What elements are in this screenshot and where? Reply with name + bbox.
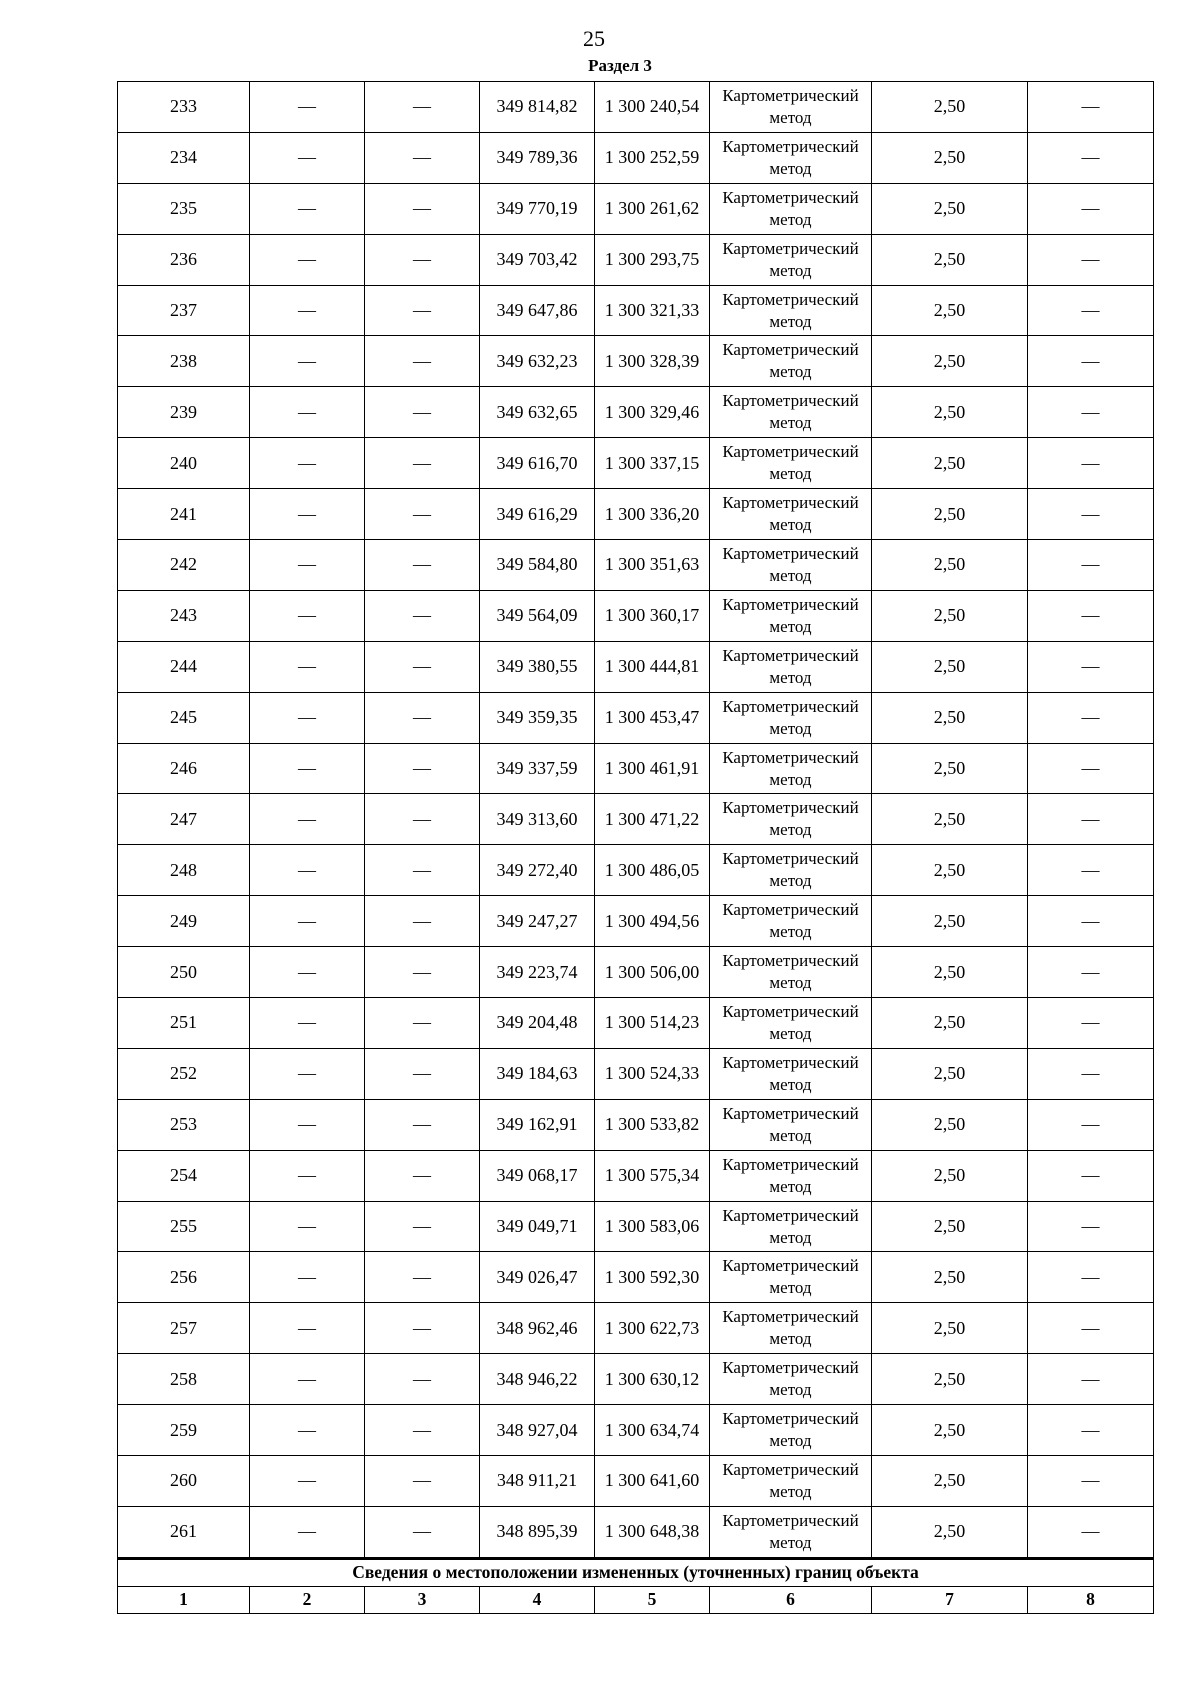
empty-dash-cell: — <box>250 743 365 794</box>
coord-x-cell: 349 313,60 <box>480 794 595 845</box>
empty-dash-cell: — <box>1028 336 1154 387</box>
coord-x-cell: 349 184,63 <box>480 1048 595 1099</box>
coord-y-cell: 1 300 453,47 <box>595 692 710 743</box>
coord-y-cell: 1 300 471,22 <box>595 794 710 845</box>
empty-dash-cell: — <box>365 1150 480 1201</box>
table-row <box>118 438 1154 489</box>
coord-x-cell: 349 703,42 <box>480 234 595 285</box>
empty-dash-cell: — <box>1028 1252 1154 1303</box>
empty-dash-cell: — <box>365 1252 480 1303</box>
empty-dash-cell: — <box>1028 947 1154 998</box>
column-number: 7 <box>872 1586 1028 1613</box>
table-row <box>118 590 1154 641</box>
point-number-cell: 247 <box>118 794 250 845</box>
method-cell: Картометрический метод <box>710 1303 872 1354</box>
empty-dash-cell: — <box>1028 845 1154 896</box>
point-number-cell: 245 <box>118 692 250 743</box>
coord-x-cell: 349 770,19 <box>480 183 595 234</box>
caption-row <box>118 1558 1154 1586</box>
coord-y-cell: 1 300 641,60 <box>595 1456 710 1507</box>
coord-y-cell: 1 300 514,23 <box>595 998 710 1049</box>
accuracy-cell: 2,50 <box>872 947 1028 998</box>
point-number-cell: 251 <box>118 998 250 1049</box>
empty-dash-cell: — <box>250 947 365 998</box>
accuracy-cell: 2,50 <box>872 285 1028 336</box>
point-number-cell: 254 <box>118 1150 250 1201</box>
method-cell: Картометрический метод <box>710 1099 872 1150</box>
point-number-cell: 258 <box>118 1354 250 1405</box>
table-row <box>118 1150 1154 1201</box>
accuracy-cell: 2,50 <box>872 1303 1028 1354</box>
section-title: Раздел 3 <box>588 56 652 75</box>
empty-dash-cell: — <box>250 540 365 591</box>
accuracy-cell: 2,50 <box>872 1150 1028 1201</box>
accuracy-cell: 2,50 <box>872 387 1028 438</box>
accuracy-cell: 2,50 <box>872 1201 1028 1252</box>
method-cell: Картометрический метод <box>710 82 872 133</box>
coord-y-cell: 1 300 444,81 <box>595 641 710 692</box>
table-row <box>118 82 1154 133</box>
table-row <box>118 845 1154 896</box>
accuracy-cell: 2,50 <box>872 1354 1028 1405</box>
empty-dash-cell: — <box>365 438 480 489</box>
empty-dash-cell: — <box>1028 540 1154 591</box>
accuracy-cell: 2,50 <box>872 438 1028 489</box>
point-number-cell: 250 <box>118 947 250 998</box>
accuracy-cell: 2,50 <box>872 132 1028 183</box>
point-number-cell: 244 <box>118 641 250 692</box>
method-cell: Картометрический метод <box>710 540 872 591</box>
coord-y-cell: 1 300 506,00 <box>595 947 710 998</box>
empty-dash-cell: — <box>1028 285 1154 336</box>
empty-dash-cell: — <box>1028 1405 1154 1456</box>
coord-x-cell: 349 632,65 <box>480 387 595 438</box>
table-row <box>118 998 1154 1049</box>
point-number-cell: 236 <box>118 234 250 285</box>
accuracy-cell: 2,50 <box>872 896 1028 947</box>
coord-y-cell: 1 300 486,05 <box>595 845 710 896</box>
empty-dash-cell: — <box>250 794 365 845</box>
method-cell: Картометрический метод <box>710 692 872 743</box>
coord-y-cell: 1 300 321,33 <box>595 285 710 336</box>
coord-y-cell: 1 300 252,59 <box>595 132 710 183</box>
empty-dash-cell: — <box>365 692 480 743</box>
point-number-cell: 233 <box>118 82 250 133</box>
empty-dash-cell: — <box>365 896 480 947</box>
method-cell: Картометрический метод <box>710 1252 872 1303</box>
coord-y-cell: 1 300 328,39 <box>595 336 710 387</box>
method-cell: Картометрический метод <box>710 896 872 947</box>
method-cell: Картометрический метод <box>710 1150 872 1201</box>
empty-dash-cell: — <box>250 692 365 743</box>
empty-dash-cell: — <box>365 1303 480 1354</box>
empty-dash-cell: — <box>250 438 365 489</box>
table-row <box>118 896 1154 947</box>
accuracy-cell: 2,50 <box>872 1252 1028 1303</box>
empty-dash-cell: — <box>365 845 480 896</box>
coord-x-cell: 349 647,86 <box>480 285 595 336</box>
coord-x-cell: 349 584,80 <box>480 540 595 591</box>
table-row <box>118 1456 1154 1507</box>
empty-dash-cell: — <box>365 1048 480 1099</box>
method-cell: Картометрический метод <box>710 489 872 540</box>
column-numbers-row <box>118 1586 1154 1613</box>
table-row <box>118 1506 1154 1558</box>
table-row <box>118 692 1154 743</box>
table-row <box>118 489 1154 540</box>
coord-y-cell: 1 300 293,75 <box>595 234 710 285</box>
table-row <box>118 132 1154 183</box>
empty-dash-cell: — <box>365 1099 480 1150</box>
table-row <box>118 387 1154 438</box>
empty-dash-cell: — <box>1028 1099 1154 1150</box>
table-row <box>118 947 1154 998</box>
coord-x-cell: 349 359,35 <box>480 692 595 743</box>
empty-dash-cell: — <box>1028 1354 1154 1405</box>
table-row <box>118 1303 1154 1354</box>
empty-dash-cell: — <box>365 1354 480 1405</box>
empty-dash-cell: — <box>365 234 480 285</box>
accuracy-cell: 2,50 <box>872 743 1028 794</box>
empty-dash-cell: — <box>1028 489 1154 540</box>
accuracy-cell: 2,50 <box>872 1099 1028 1150</box>
method-cell: Картометрический метод <box>710 1456 872 1507</box>
coord-y-cell: 1 300 494,56 <box>595 896 710 947</box>
empty-dash-cell: — <box>250 845 365 896</box>
point-number-cell: 241 <box>118 489 250 540</box>
empty-dash-cell: — <box>1028 234 1154 285</box>
empty-dash-cell: — <box>250 132 365 183</box>
empty-dash-cell: — <box>1028 998 1154 1049</box>
empty-dash-cell: — <box>1028 1048 1154 1099</box>
empty-dash-cell: — <box>250 1201 365 1252</box>
accuracy-cell: 2,50 <box>872 1405 1028 1456</box>
coord-y-cell: 1 300 261,62 <box>595 183 710 234</box>
accuracy-cell: 2,50 <box>872 1048 1028 1099</box>
table-row <box>118 1252 1154 1303</box>
point-number-cell: 253 <box>118 1099 250 1150</box>
coord-x-cell: 349 616,70 <box>480 438 595 489</box>
table-row <box>118 285 1154 336</box>
column-number: 3 <box>365 1586 480 1613</box>
empty-dash-cell: — <box>1028 82 1154 133</box>
accuracy-cell: 2,50 <box>872 234 1028 285</box>
coord-x-cell: 349 564,09 <box>480 590 595 641</box>
table-body <box>118 82 1154 1559</box>
coord-x-cell: 349 616,29 <box>480 489 595 540</box>
point-number-cell: 239 <box>118 387 250 438</box>
empty-dash-cell: — <box>365 387 480 438</box>
empty-dash-cell: — <box>250 1150 365 1201</box>
empty-dash-cell: — <box>1028 1303 1154 1354</box>
point-number-cell: 260 <box>118 1456 250 1507</box>
empty-dash-cell: — <box>365 743 480 794</box>
accuracy-cell: 2,50 <box>872 183 1028 234</box>
empty-dash-cell: — <box>365 998 480 1049</box>
table-row <box>118 336 1154 387</box>
method-cell: Картометрический метод <box>710 132 872 183</box>
empty-dash-cell: — <box>250 590 365 641</box>
coord-x-cell: 348 911,21 <box>480 1456 595 1507</box>
empty-dash-cell: — <box>1028 132 1154 183</box>
coord-y-cell: 1 300 575,34 <box>595 1150 710 1201</box>
point-number-cell: 235 <box>118 183 250 234</box>
accuracy-cell: 2,50 <box>872 489 1028 540</box>
coord-y-cell: 1 300 592,30 <box>595 1252 710 1303</box>
coord-x-cell: 348 962,46 <box>480 1303 595 1354</box>
point-number-cell: 240 <box>118 438 250 489</box>
empty-dash-cell: — <box>250 1252 365 1303</box>
empty-dash-cell: — <box>250 1354 365 1405</box>
point-number-cell: 252 <box>118 1048 250 1099</box>
coord-x-cell: 349 068,17 <box>480 1150 595 1201</box>
coord-x-cell: 348 927,04 <box>480 1405 595 1456</box>
coord-x-cell: 349 789,36 <box>480 132 595 183</box>
table-row <box>118 1405 1154 1456</box>
method-cell: Картометрический метод <box>710 845 872 896</box>
coord-y-cell: 1 300 351,63 <box>595 540 710 591</box>
empty-dash-cell: — <box>250 1303 365 1354</box>
coord-x-cell: 349 380,55 <box>480 641 595 692</box>
empty-dash-cell: — <box>365 1201 480 1252</box>
point-number-cell: 261 <box>118 1506 250 1558</box>
coord-x-cell: 349 049,71 <box>480 1201 595 1252</box>
method-cell: Картометрический метод <box>710 590 872 641</box>
accuracy-cell: 2,50 <box>872 998 1028 1049</box>
method-cell: Картометрический метод <box>710 285 872 336</box>
method-cell: Картометрический метод <box>710 794 872 845</box>
accuracy-cell: 2,50 <box>872 336 1028 387</box>
empty-dash-cell: — <box>250 896 365 947</box>
column-number: 5 <box>595 1586 710 1613</box>
accuracy-cell: 2,50 <box>872 590 1028 641</box>
table-row <box>118 743 1154 794</box>
table-row <box>118 641 1154 692</box>
empty-dash-cell: — <box>250 998 365 1049</box>
empty-dash-cell: — <box>250 641 365 692</box>
empty-dash-cell: — <box>365 489 480 540</box>
page-number: 25 <box>583 26 605 51</box>
empty-dash-cell: — <box>250 489 365 540</box>
column-number: 6 <box>710 1586 872 1613</box>
empty-dash-cell: — <box>250 336 365 387</box>
column-number: 8 <box>1028 1586 1154 1613</box>
coord-x-cell: 348 895,39 <box>480 1506 595 1558</box>
empty-dash-cell: — <box>250 1456 365 1507</box>
table-row <box>118 540 1154 591</box>
coord-y-cell: 1 300 240,54 <box>595 82 710 133</box>
accuracy-cell: 2,50 <box>872 641 1028 692</box>
coord-y-cell: 1 300 634,74 <box>595 1405 710 1456</box>
point-number-cell: 256 <box>118 1252 250 1303</box>
accuracy-cell: 2,50 <box>872 1506 1028 1558</box>
coord-y-cell: 1 300 583,06 <box>595 1201 710 1252</box>
table-row <box>118 1099 1154 1150</box>
point-number-cell: 242 <box>118 540 250 591</box>
coord-x-cell: 349 337,59 <box>480 743 595 794</box>
method-cell: Картометрический метод <box>710 743 872 794</box>
point-number-cell: 255 <box>118 1201 250 1252</box>
empty-dash-cell: — <box>365 641 480 692</box>
empty-dash-cell: — <box>1028 1506 1154 1558</box>
coord-y-cell: 1 300 360,17 <box>595 590 710 641</box>
coord-y-cell: 1 300 524,33 <box>595 1048 710 1099</box>
coord-x-cell: 349 272,40 <box>480 845 595 896</box>
empty-dash-cell: — <box>1028 590 1154 641</box>
empty-dash-cell: — <box>365 1456 480 1507</box>
coord-y-cell: 1 300 533,82 <box>595 1099 710 1150</box>
method-cell: Картометрический метод <box>710 234 872 285</box>
method-cell: Картометрический метод <box>710 641 872 692</box>
empty-dash-cell: — <box>1028 641 1154 692</box>
accuracy-cell: 2,50 <box>872 540 1028 591</box>
point-number-cell: 238 <box>118 336 250 387</box>
table-row <box>118 1354 1154 1405</box>
coord-x-cell: 349 223,74 <box>480 947 595 998</box>
method-cell: Картометрический метод <box>710 1354 872 1405</box>
coord-y-cell: 1 300 329,46 <box>595 387 710 438</box>
empty-dash-cell: — <box>1028 1456 1154 1507</box>
empty-dash-cell: — <box>1028 1201 1154 1252</box>
empty-dash-cell: — <box>365 1506 480 1558</box>
empty-dash-cell: — <box>250 183 365 234</box>
empty-dash-cell: — <box>1028 183 1154 234</box>
table-row <box>118 1201 1154 1252</box>
point-number-cell: 246 <box>118 743 250 794</box>
empty-dash-cell: — <box>365 540 480 591</box>
method-cell: Картометрический метод <box>710 947 872 998</box>
empty-dash-cell: — <box>250 82 365 133</box>
empty-dash-cell: — <box>250 1506 365 1558</box>
empty-dash-cell: — <box>1028 692 1154 743</box>
table-row <box>118 183 1154 234</box>
empty-dash-cell: — <box>1028 438 1154 489</box>
coord-x-cell: 349 026,47 <box>480 1252 595 1303</box>
empty-dash-cell: — <box>365 590 480 641</box>
empty-dash-cell: — <box>250 1048 365 1099</box>
empty-dash-cell: — <box>250 387 365 438</box>
empty-dash-cell: — <box>365 82 480 133</box>
table-row <box>118 234 1154 285</box>
empty-dash-cell: — <box>250 1405 365 1456</box>
empty-dash-cell: — <box>1028 387 1154 438</box>
empty-dash-cell: — <box>365 132 480 183</box>
coord-y-cell: 1 300 630,12 <box>595 1354 710 1405</box>
empty-dash-cell: — <box>365 794 480 845</box>
accuracy-cell: 2,50 <box>872 1456 1028 1507</box>
method-cell: Картометрический метод <box>710 1405 872 1456</box>
point-number-cell: 248 <box>118 845 250 896</box>
coord-x-cell: 349 814,82 <box>480 82 595 133</box>
coord-x-cell: 349 162,91 <box>480 1099 595 1150</box>
empty-dash-cell: — <box>365 336 480 387</box>
method-cell: Картометрический метод <box>710 387 872 438</box>
column-number: 1 <box>118 1586 250 1613</box>
point-number-cell: 249 <box>118 896 250 947</box>
coord-y-cell: 1 300 337,15 <box>595 438 710 489</box>
method-cell: Картометрический метод <box>710 438 872 489</box>
method-cell: Картометрический метод <box>710 998 872 1049</box>
coord-y-cell: 1 300 461,91 <box>595 743 710 794</box>
empty-dash-cell: — <box>1028 896 1154 947</box>
empty-dash-cell: — <box>365 183 480 234</box>
empty-dash-cell: — <box>365 1405 480 1456</box>
coord-y-cell: 1 300 622,73 <box>595 1303 710 1354</box>
coordinates-table <box>117 81 1154 1614</box>
coord-x-cell: 349 247,27 <box>480 896 595 947</box>
point-number-cell: 259 <box>118 1405 250 1456</box>
empty-dash-cell: — <box>1028 1150 1154 1201</box>
coord-x-cell: 349 204,48 <box>480 998 595 1049</box>
method-cell: Картометрический метод <box>710 1048 872 1099</box>
empty-dash-cell: — <box>1028 743 1154 794</box>
empty-dash-cell: — <box>365 947 480 998</box>
table-row <box>118 794 1154 845</box>
coord-x-cell: 348 946,22 <box>480 1354 595 1405</box>
column-number: 2 <box>250 1586 365 1613</box>
method-cell: Картометрический метод <box>710 336 872 387</box>
point-number-cell: 237 <box>118 285 250 336</box>
empty-dash-cell: — <box>365 285 480 336</box>
empty-dash-cell: — <box>250 1099 365 1150</box>
table-caption: Сведения о местоположении измененных (уточненных) границ объекта <box>118 1558 1154 1586</box>
coord-x-cell: 349 632,23 <box>480 336 595 387</box>
table-row <box>118 1048 1154 1099</box>
point-number-cell: 234 <box>118 132 250 183</box>
method-cell: Картометрический метод <box>710 183 872 234</box>
empty-dash-cell: — <box>250 234 365 285</box>
accuracy-cell: 2,50 <box>872 845 1028 896</box>
empty-dash-cell: — <box>1028 794 1154 845</box>
accuracy-cell: 2,50 <box>872 692 1028 743</box>
method-cell: Картометрический метод <box>710 1506 872 1558</box>
column-number: 4 <box>480 1586 595 1613</box>
empty-dash-cell: — <box>250 285 365 336</box>
accuracy-cell: 2,50 <box>872 794 1028 845</box>
point-number-cell: 243 <box>118 590 250 641</box>
coord-y-cell: 1 300 336,20 <box>595 489 710 540</box>
coord-y-cell: 1 300 648,38 <box>595 1506 710 1558</box>
accuracy-cell: 2,50 <box>872 82 1028 133</box>
method-cell: Картометрический метод <box>710 1201 872 1252</box>
point-number-cell: 257 <box>118 1303 250 1354</box>
